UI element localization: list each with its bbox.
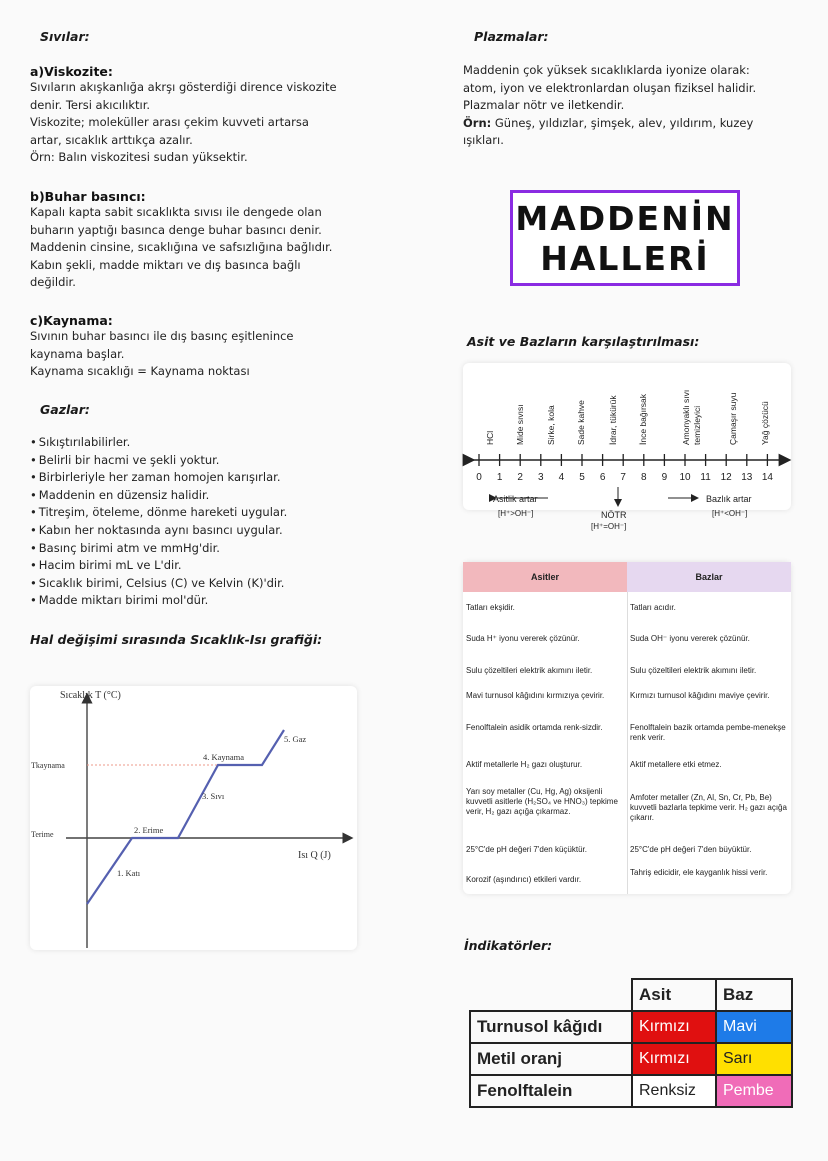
indicators-title: İndikatörler:: [464, 938, 553, 953]
indicator-table: [469, 978, 793, 1108]
base-cell: 25°C'de pH değeri 7'den büyüktür.: [630, 845, 752, 854]
list-item: • Sıcaklık birimi, Celsius (C) ve Kelvin (K)'dir.: [30, 575, 287, 593]
base-cell: Suda OH⁻ iyonu vererek çözünür.: [630, 634, 750, 643]
acid-cell: Sulu çözeltileri elektrik akımını iletir.: [466, 666, 593, 675]
viskozite-section: [30, 64, 337, 167]
gazlar-list: [30, 434, 287, 610]
acid-cell: 25°C'de pH değeri 7'den küçüktür.: [466, 845, 587, 854]
base-cond: [H⁺<OH⁻]: [712, 509, 748, 518]
list-item: • Kabın her noktasında aynı basıncı uygular.: [30, 522, 287, 540]
base-cell: Sulu çözeltileri elektrik akımını iletir.: [630, 666, 757, 675]
list-item: • Titreşim, öteleme, dönme hareketi uygular.: [30, 504, 287, 522]
viskozite-title: a)Viskozite:: [30, 64, 113, 79]
ph-tick-label: 1: [496, 472, 503, 483]
base-cell: Tatları acıdır.: [630, 603, 676, 612]
indicator-name: Fenolftalein: [470, 1075, 632, 1107]
list-item: • Sıkıştırılabilirler.: [30, 434, 287, 452]
segment-label-melting: 2. Erime: [134, 825, 164, 835]
base-col-header: Baz: [716, 979, 792, 1011]
acid-cell: Yarı soy metaller (Cu, Hg, Ag) oksijenli kuvvetli asitlerle (H₂SO₄ ve HNO₃) tepkime verir, H₂ gazı açığa çıkarmaz.: [466, 787, 618, 816]
segment-label-solid: 1. Katı: [117, 868, 141, 878]
ph-tick-label: 13: [741, 472, 753, 483]
ph-scale: [463, 363, 791, 520]
acid-cell: Korozif (aşındırıcı) etkileri vardır.: [466, 875, 582, 884]
acid-cell: Tatları ekşidir.: [466, 603, 515, 612]
ph-tick-label: 5: [579, 472, 585, 483]
t-erime-label: Terime: [31, 830, 54, 839]
text-line: buharın yaptığı basınca denge buhar basıncı denir.: [30, 222, 322, 237]
text-line: ışıkları.: [463, 133, 504, 147]
main-title-line2: HALLERİ: [540, 239, 710, 278]
y-axis-label: Sıcaklık T (°C): [60, 690, 121, 701]
table-row: [470, 1043, 792, 1075]
substance-label: temizleyici: [692, 405, 702, 445]
x-axis-label: Isı Q (J): [298, 850, 331, 861]
substance-labels: [485, 390, 770, 445]
base-col-header: [627, 562, 791, 592]
viskozite-text: [30, 79, 337, 167]
main-title-box: [510, 190, 740, 286]
segment-label-boiling: 4. Kaynama: [203, 752, 245, 762]
text-line: Sıvının buhar basıncı ile dış basınç eşitlenince: [30, 329, 294, 343]
base-header-label: Bazlar: [695, 572, 723, 582]
graph-title: Hal değişimi sırasında Sıcaklık-Isı grafiği:: [30, 632, 323, 647]
sivilar-title: Sıvılar:: [40, 29, 90, 44]
indicator-name: Turnusol kâğıdı: [470, 1011, 632, 1043]
acid-cell: Fenolftalein asidik ortamda renk-sizdir.: [466, 723, 603, 732]
neutral-label: NÖTR: [601, 510, 627, 520]
substance-label: Sirke, kola: [546, 405, 556, 445]
ph-tick-label: 0: [476, 472, 482, 483]
base-cell: Amfoter metaller (Zn, Al, Sn, Cr, Pb, Be) kuvvetli bazlarla tepkime verir. H₂ gazı açığa çıkarır.: [630, 793, 787, 822]
acid-header-label: Asitler: [530, 572, 559, 582]
list-item: • Birbirleriyle her zaman homojen karışırlar.: [30, 469, 287, 487]
acid-color-cell: Kırmızı: [632, 1011, 716, 1043]
column-divider: [627, 592, 628, 894]
table-row: [470, 1075, 792, 1107]
heating-curve-graph: [30, 686, 357, 950]
base-cell: Aktif metallere etki etmez.: [630, 760, 722, 769]
acid-col-header: [463, 562, 627, 592]
heating-curve-card: [30, 686, 357, 950]
buhar-text: [30, 204, 332, 292]
list-item: • Madde miktarı birimi mol'dür.: [30, 592, 287, 610]
indicator-table-wrap: [469, 978, 793, 1108]
ph-tick-label: 4: [558, 472, 565, 483]
plazma-title: Plazmalar:: [474, 29, 549, 44]
table-row: [470, 979, 792, 1011]
ph-tick-label: 11: [700, 472, 711, 483]
ph-scale-card: [463, 363, 791, 531]
ph-title: Asit ve Bazların karşılaştırılması:: [467, 334, 700, 349]
text-line: Örn: Balın viskozitesi sudan yüksektir.: [30, 150, 248, 164]
text-line: atom, iyon ve elektronlardan oluşan fiziksel halidir.: [463, 80, 757, 95]
buhar-section: [30, 189, 332, 292]
gazlar-title: Gazlar:: [40, 402, 90, 417]
ph-tick-label: 14: [761, 472, 773, 483]
kaynama-title: c)Kaynama:: [30, 313, 113, 328]
substance-label: İnce bağırsak: [638, 393, 648, 445]
acid-color-cell: Renksiz: [632, 1075, 716, 1107]
ornek-text: Güneş, yıldızlar, şimşek, alev, yıldırım, kuzey: [491, 115, 754, 130]
ornek-label: Örn:: [463, 115, 492, 130]
base-color-cell: Pembe: [716, 1075, 792, 1107]
base-cell: Tahriş edicidir, ele kayganlık hissi verir.: [630, 868, 768, 877]
list-item: • Hacim birimi mL ve L'dir.: [30, 557, 287, 575]
t-kaynama-label: Tkaynama: [31, 761, 65, 770]
substance-label: HCl: [485, 430, 495, 445]
kaynama-section: [30, 313, 294, 381]
ph-tick-label: 12: [720, 472, 732, 483]
acid-cell: Mavi turnusol kâğıdını kırmızıya çevirir.: [466, 691, 605, 700]
ph-tick-label: 7: [620, 472, 626, 483]
text-line: artar, sıcaklık arttıkça azalır.: [30, 132, 193, 147]
ph-tick-label: 3: [538, 472, 544, 483]
empty-corner-cell: [470, 979, 632, 1011]
acid-label: Asitlik artar: [493, 494, 538, 504]
substance-label: Sade kahve: [576, 400, 586, 445]
substance-label: Amonyaklı sıvı: [681, 389, 691, 445]
base-color-cell: Sarı: [716, 1043, 792, 1075]
text-line: Kapalı kapta sabit sıcaklıkta sıvısı ile dengede olan: [30, 205, 322, 219]
acid-base-table: [463, 562, 791, 894]
substance-label: Çamaşır suyu: [728, 392, 738, 445]
ph-tick-label: 6: [599, 472, 606, 483]
acid-cell: Suda H⁺ iyonu vererek çözünür.: [466, 634, 580, 643]
base-cell: Fenolftalein bazik ortamda pembe-menekşe renk verir.: [630, 723, 786, 742]
text-line: kaynama başlar.: [30, 346, 125, 361]
substance-label: Mide sıvısı: [515, 404, 525, 445]
buhar-title: b)Buhar basıncı:: [30, 189, 146, 204]
segment-label-liquid: 3. Sıvı: [202, 791, 225, 801]
segment-label-gas: 5. Gaz: [284, 734, 307, 744]
acid-col-header: Asit: [632, 979, 716, 1011]
ph-tick-label: 9: [661, 472, 668, 483]
text-line: Viskozite; moleküller arası çekim kuvveti artarsa: [30, 115, 309, 129]
ph-ticks: [476, 454, 773, 483]
neutral-cond: [H⁺=OH⁻]: [591, 522, 627, 531]
list-item: • Belirli bir hacmi ve şekli yoktur.: [30, 452, 287, 470]
list-item: • Basınç birimi atm ve mmHg'dir.: [30, 540, 287, 558]
text-line: Kabın şekli, madde miktarı ve dış basınca bağlı: [30, 257, 301, 272]
list-item: • Maddenin en düzensiz halidir.: [30, 487, 287, 505]
indicator-name: Metil oranj: [470, 1043, 632, 1075]
acid-cond: [H⁺>OH⁻]: [498, 509, 534, 518]
acid-color-cell: Kırmızı: [632, 1043, 716, 1075]
acid-cell: Aktif metallerle H₂ gazı oluşturur.: [466, 760, 583, 769]
text-line: Maddenin çok yüksek sıcaklıklarda iyonize olarak:: [463, 63, 750, 77]
ph-tick-label: 10: [679, 472, 691, 483]
text-line: denir. Tersi akıcılıktır.: [30, 97, 151, 112]
ph-tick-label: 2: [517, 472, 523, 483]
kaynama-text: [30, 328, 294, 381]
base-cell: Kırmızı turnusol kâğıdını maviye çevirir.: [630, 691, 770, 700]
ph-tick-label: 8: [641, 472, 647, 483]
substance-label: Yağ çözücü: [760, 401, 770, 445]
substance-label: İdrar, tükürük: [608, 395, 618, 445]
table-row: [470, 1011, 792, 1043]
plazma-text: [463, 62, 756, 150]
text-line: değildir.: [30, 275, 76, 289]
base-label: Bazlık artar: [706, 494, 752, 504]
text-line: [463, 115, 756, 133]
text-line: Plazmalar nötr ve iletkendir.: [463, 98, 625, 112]
base-color-cell: Mavi: [716, 1011, 792, 1043]
text-line: Kaynama sıcaklığı = Kaynama noktası: [30, 364, 250, 378]
text-line: Sıvıların akışkanlığa akrşı gösterdiği dirence viskozite: [30, 80, 337, 94]
main-title-line1: MADDENİN: [515, 199, 735, 238]
text-line: Maddenin cinsine, sıcaklığına ve safsızlığına bağlıdır.: [30, 240, 333, 254]
